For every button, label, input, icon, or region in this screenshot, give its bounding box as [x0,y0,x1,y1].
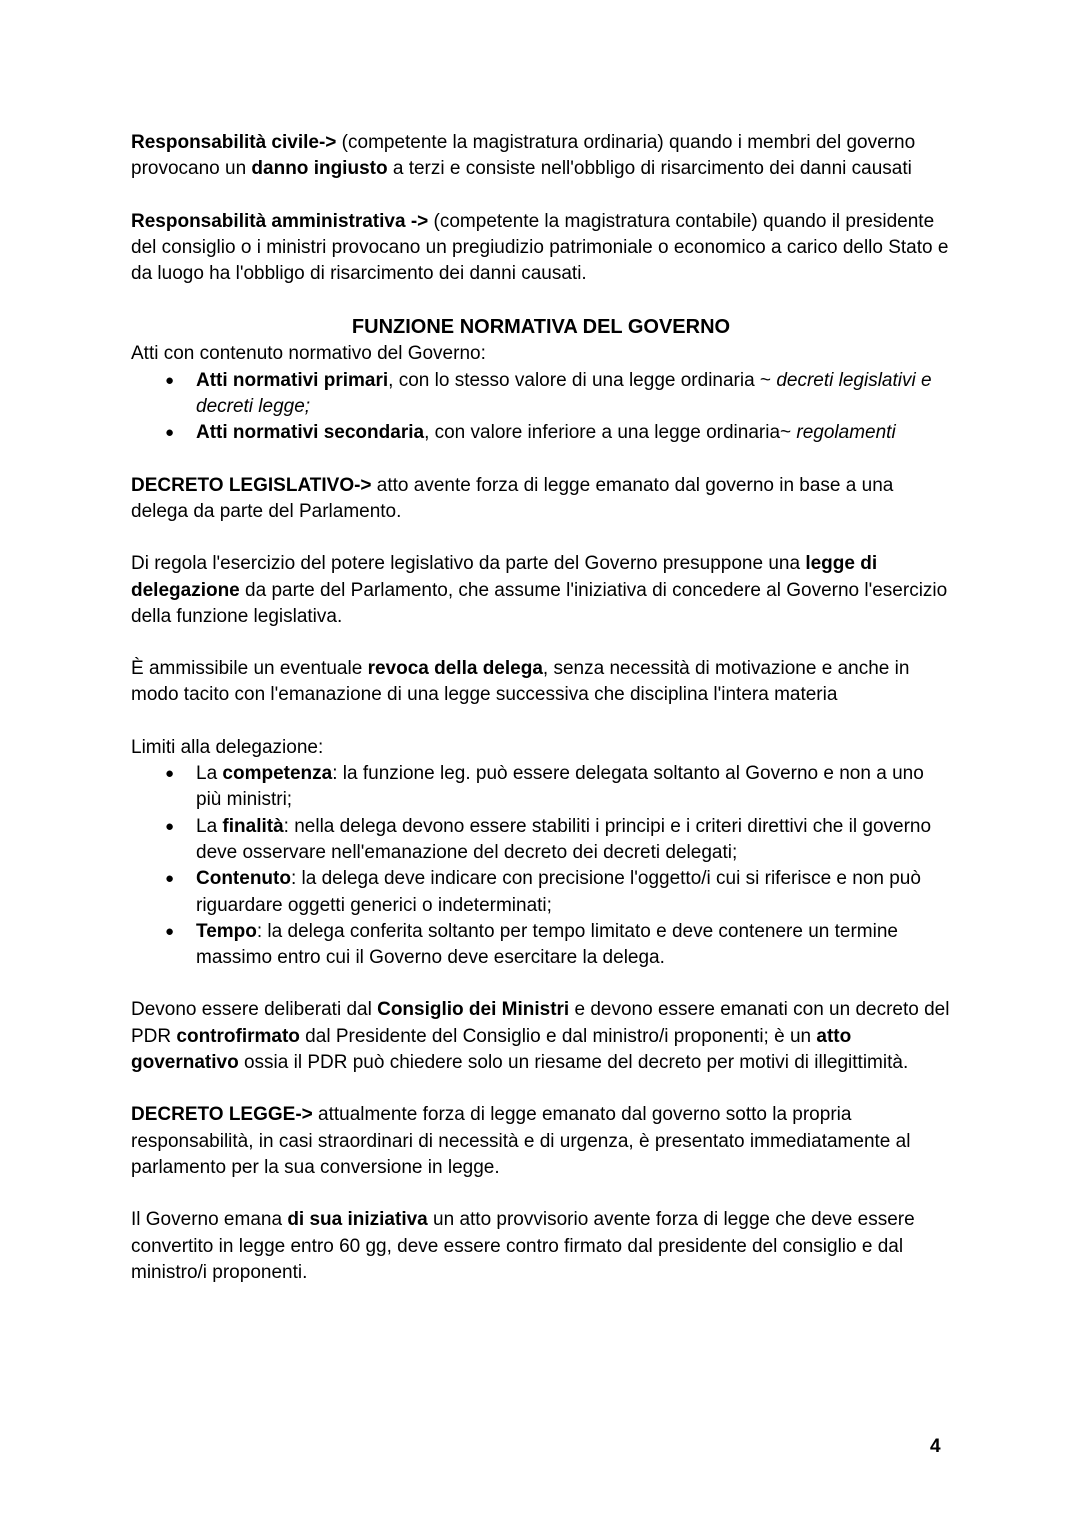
list-item [131,814,951,867]
term-consiglio-ministri: Consiglio dei Ministri [377,999,570,1021]
list-item [131,866,951,919]
text: , con valore inferiore a una legge ordinaria~ [424,422,797,444]
term-danno-ingiusto: danno ingiusto [251,158,388,180]
term-responsabilita-amministrativa: Responsabilità amministrativa -> [131,210,429,232]
text: dal Presidente del Consiglio e dal ministro/i proponenti; è un [299,1025,817,1047]
term: Contenuto [196,868,291,890]
text: , senza necessità di motivazione e anche in modo tacito con l'emanazione di una legge successiva che disciplina l'intera materia [131,658,910,706]
text: : la funzione leg. può essere delegata soltanto al Governo e non a uno più ministri; [196,763,924,811]
paragraph-iniziativa [131,1207,951,1286]
text: (competente la magistratura ordinaria) quando i membri del governo provocano un [131,132,916,180]
limiti-intro: Limiti alla delegazione: [131,736,324,758]
paragraph-responsabilita-amministrativa [131,209,951,288]
paragraph-responsabilita-civile [131,130,951,183]
term-legge-delegazione: legge di delegazione [131,553,878,601]
text: : la delega deve indicare con precisione l'oggetto/i cui si riferisce e non può riguardare oggetti generici o indeterminati; [196,868,921,916]
page-number: 4 [930,1436,941,1457]
text: attualmente forza di legge emanato dal governo sotto la propria responsabilità, in casi straordinari di necessità e di urgenza, è presentato immediatamente al parlamento per la sua conversione in legge. [131,1104,911,1178]
paragraph-decreto-legislativo [131,473,951,526]
text: La [196,815,223,837]
list-item [131,368,951,421]
term: Tempo [196,920,257,942]
term-decreto-legge: DECRETO LEGGE-> [131,1104,313,1126]
text: da parte del Parlamento, che assume l'iniziativa di concedere al Governo l'esercizio della funzione legislativa. [131,579,948,627]
page-content [131,130,951,1286]
text: Il Governo emana [131,1209,288,1231]
term-decreto-legislativo: DECRETO LEGISLATIVO-> [131,474,372,496]
term: finalità [222,815,284,837]
text: e devono essere emanati con un decreto del PDR [131,999,950,1047]
text: È ammissibile un eventuale [131,658,368,680]
list-item [131,919,951,972]
text: Devono essere deliberati dal [131,999,378,1021]
section-title: FUNZIONE NORMATIVA DEL GOVERNO [351,316,731,339]
text: , con lo stesso valore di una legge ordinaria ~ [388,369,777,391]
example: regolamenti [796,422,896,444]
text: : la delega conferita soltanto per tempo limitato e deve contenere un termine massimo entro cui il Governo deve esercitare la delega. [196,920,898,969]
text: un atto provvisorio avente forza di legge che deve essere convertito in legge entro 60 gg, deve essere contro firmato dal presidente del consiglio e dal ministro/i proponenti. [131,1209,915,1283]
text: : nella delega devono essere stabiliti i principi e i criteri direttivi che il governo deve osservare nell'emanazione del decreto dei decreti delegati; [196,815,932,863]
paragraph-consiglio-ministri [131,997,951,1076]
term-revoca-delega: revoca della delega [367,658,543,680]
text: La [196,763,223,785]
limiti-list [131,761,951,971]
paragraph-revoca [131,656,951,709]
term: competenza [222,763,333,785]
term: Atti normativi secondaria [196,422,425,444]
example: decreti legislativi e decreti legge; [196,369,932,418]
atti-list [131,368,951,447]
term: Atti normativi primari [196,369,389,391]
term-controfirmato: controfirmato [176,1025,300,1047]
term-responsabilita-civile: Responsabilità civile-> [131,132,337,153]
list-item [131,420,951,446]
text: atto avente forza di legge emanato dal governo in base a una delega da parte del Parlamento. [131,474,894,522]
text: Di regola l'esercizio del potere legislativo da parte del Governo presuppone una [131,553,806,575]
text: (competente la magistratura contabile) quando il presidente del consiglio o i ministri provocano un pregiudizio patrimoniale o economico a carico dello Stato e da luogo ha l'obbligo di risarcimento dei danni causati. [131,210,949,285]
text: a terzi e consiste nell'obbligo di risarcimento dei danni causati [387,158,912,180]
paragraph-legge-delegazione [131,551,951,630]
atti-intro: Atti con contenuto normativo del Governo: [131,343,486,365]
list-item [131,761,951,814]
term-di-sua-iniziativa: di sua iniziativa [287,1209,428,1231]
paragraph-decreto-legge [131,1102,951,1181]
term-atto-governativo: atto governativo [131,1025,852,1074]
text: ossia il PDR può chiedere solo un riesame del decreto per motivi di illegittimità. [238,1052,909,1074]
